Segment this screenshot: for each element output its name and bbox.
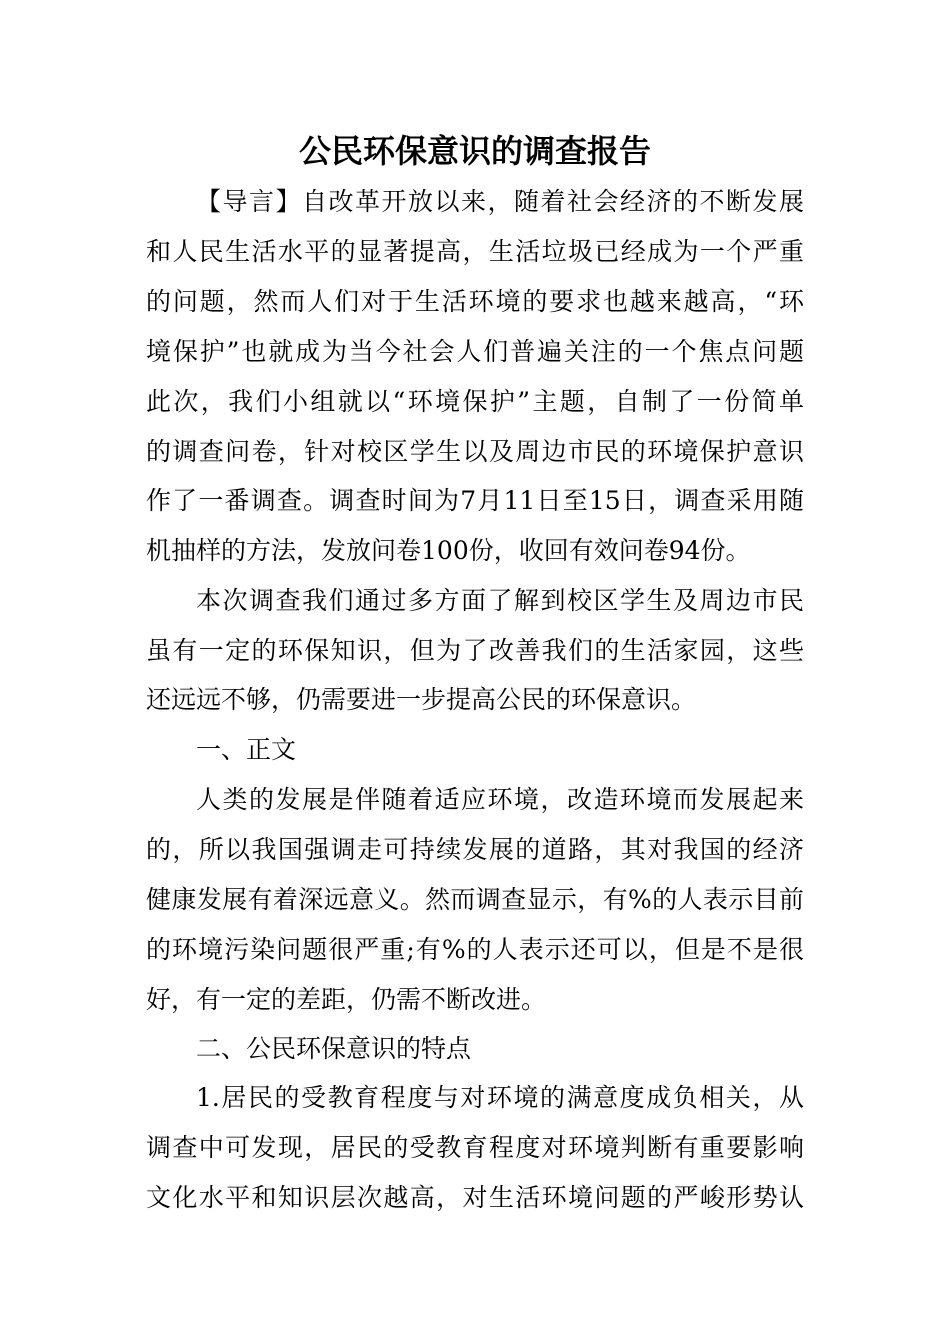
- paragraph-line: 【导言】自改革开放以来，随着社会经济的不断发展: [196, 187, 804, 216]
- paragraph-line: 本次调查我们通过多方面了解到校区学生及周边市民: [196, 586, 804, 615]
- paragraph-line: 和人民生活水平的显著提高，生活垃圾已经成为一个严重: [146, 237, 804, 266]
- paragraph-line: 的，所以我国强调走可持续发展的道路，其对我国的经济: [146, 835, 804, 864]
- paragraph-line: 好，有一定的差距，仍需不断改进。: [146, 985, 547, 1014]
- paragraph-line: 的调查问卷，针对校区学生以及周边市民的环境保护意识: [146, 437, 804, 466]
- paragraph-line: 的问题，然而人们对于生活环境的要求也越来越高，“环: [146, 287, 804, 316]
- section-heading: 一、正文: [196, 735, 297, 764]
- paragraph-line: 还远远不够，仍需要进一步提高公民的环保意识。: [146, 685, 697, 714]
- paragraph-line: 1.居民的受教育程度与对环境的满意度成负相关，从: [196, 1083, 804, 1112]
- paragraph-line: 机抽样的方法，发放问卷100份，收回有效问卷94份。: [146, 536, 751, 565]
- paragraph-line: 作了一番调查。调查时间为7月11日至15日，调查采用随: [146, 486, 804, 515]
- paragraph-line: 的环境污染问题很严重;有%的人表示还可以，但是不是很: [146, 935, 804, 964]
- section-heading: 二、公民环保意识的特点: [196, 1034, 472, 1063]
- paragraph-line: 此次，我们小组就以“环境保护”主题，自制了一份简单: [146, 387, 804, 416]
- paragraph-line: 人类的发展是伴随着适应环境，改造环境而发展起来: [196, 785, 804, 814]
- paragraph-line: 健康发展有着深远意义。然而调查显示，有%的人表示目前: [146, 885, 804, 914]
- paragraph-line: 调查中可发现，居民的受教育程度对环境判断有重要影响: [146, 1133, 804, 1162]
- paragraph-line: 虽有一定的环保知识，但为了改善我们的生活家园，这些: [146, 636, 804, 665]
- paragraph-line: 境保护”也就成为当今社会人们普遍关注的一个焦点问题: [146, 337, 804, 366]
- paragraph-line: 文化水平和知识层次越高，对生活环境问题的严峻形势认: [146, 1183, 804, 1212]
- document-title: 公民环保意识的调查报告: [298, 132, 651, 170]
